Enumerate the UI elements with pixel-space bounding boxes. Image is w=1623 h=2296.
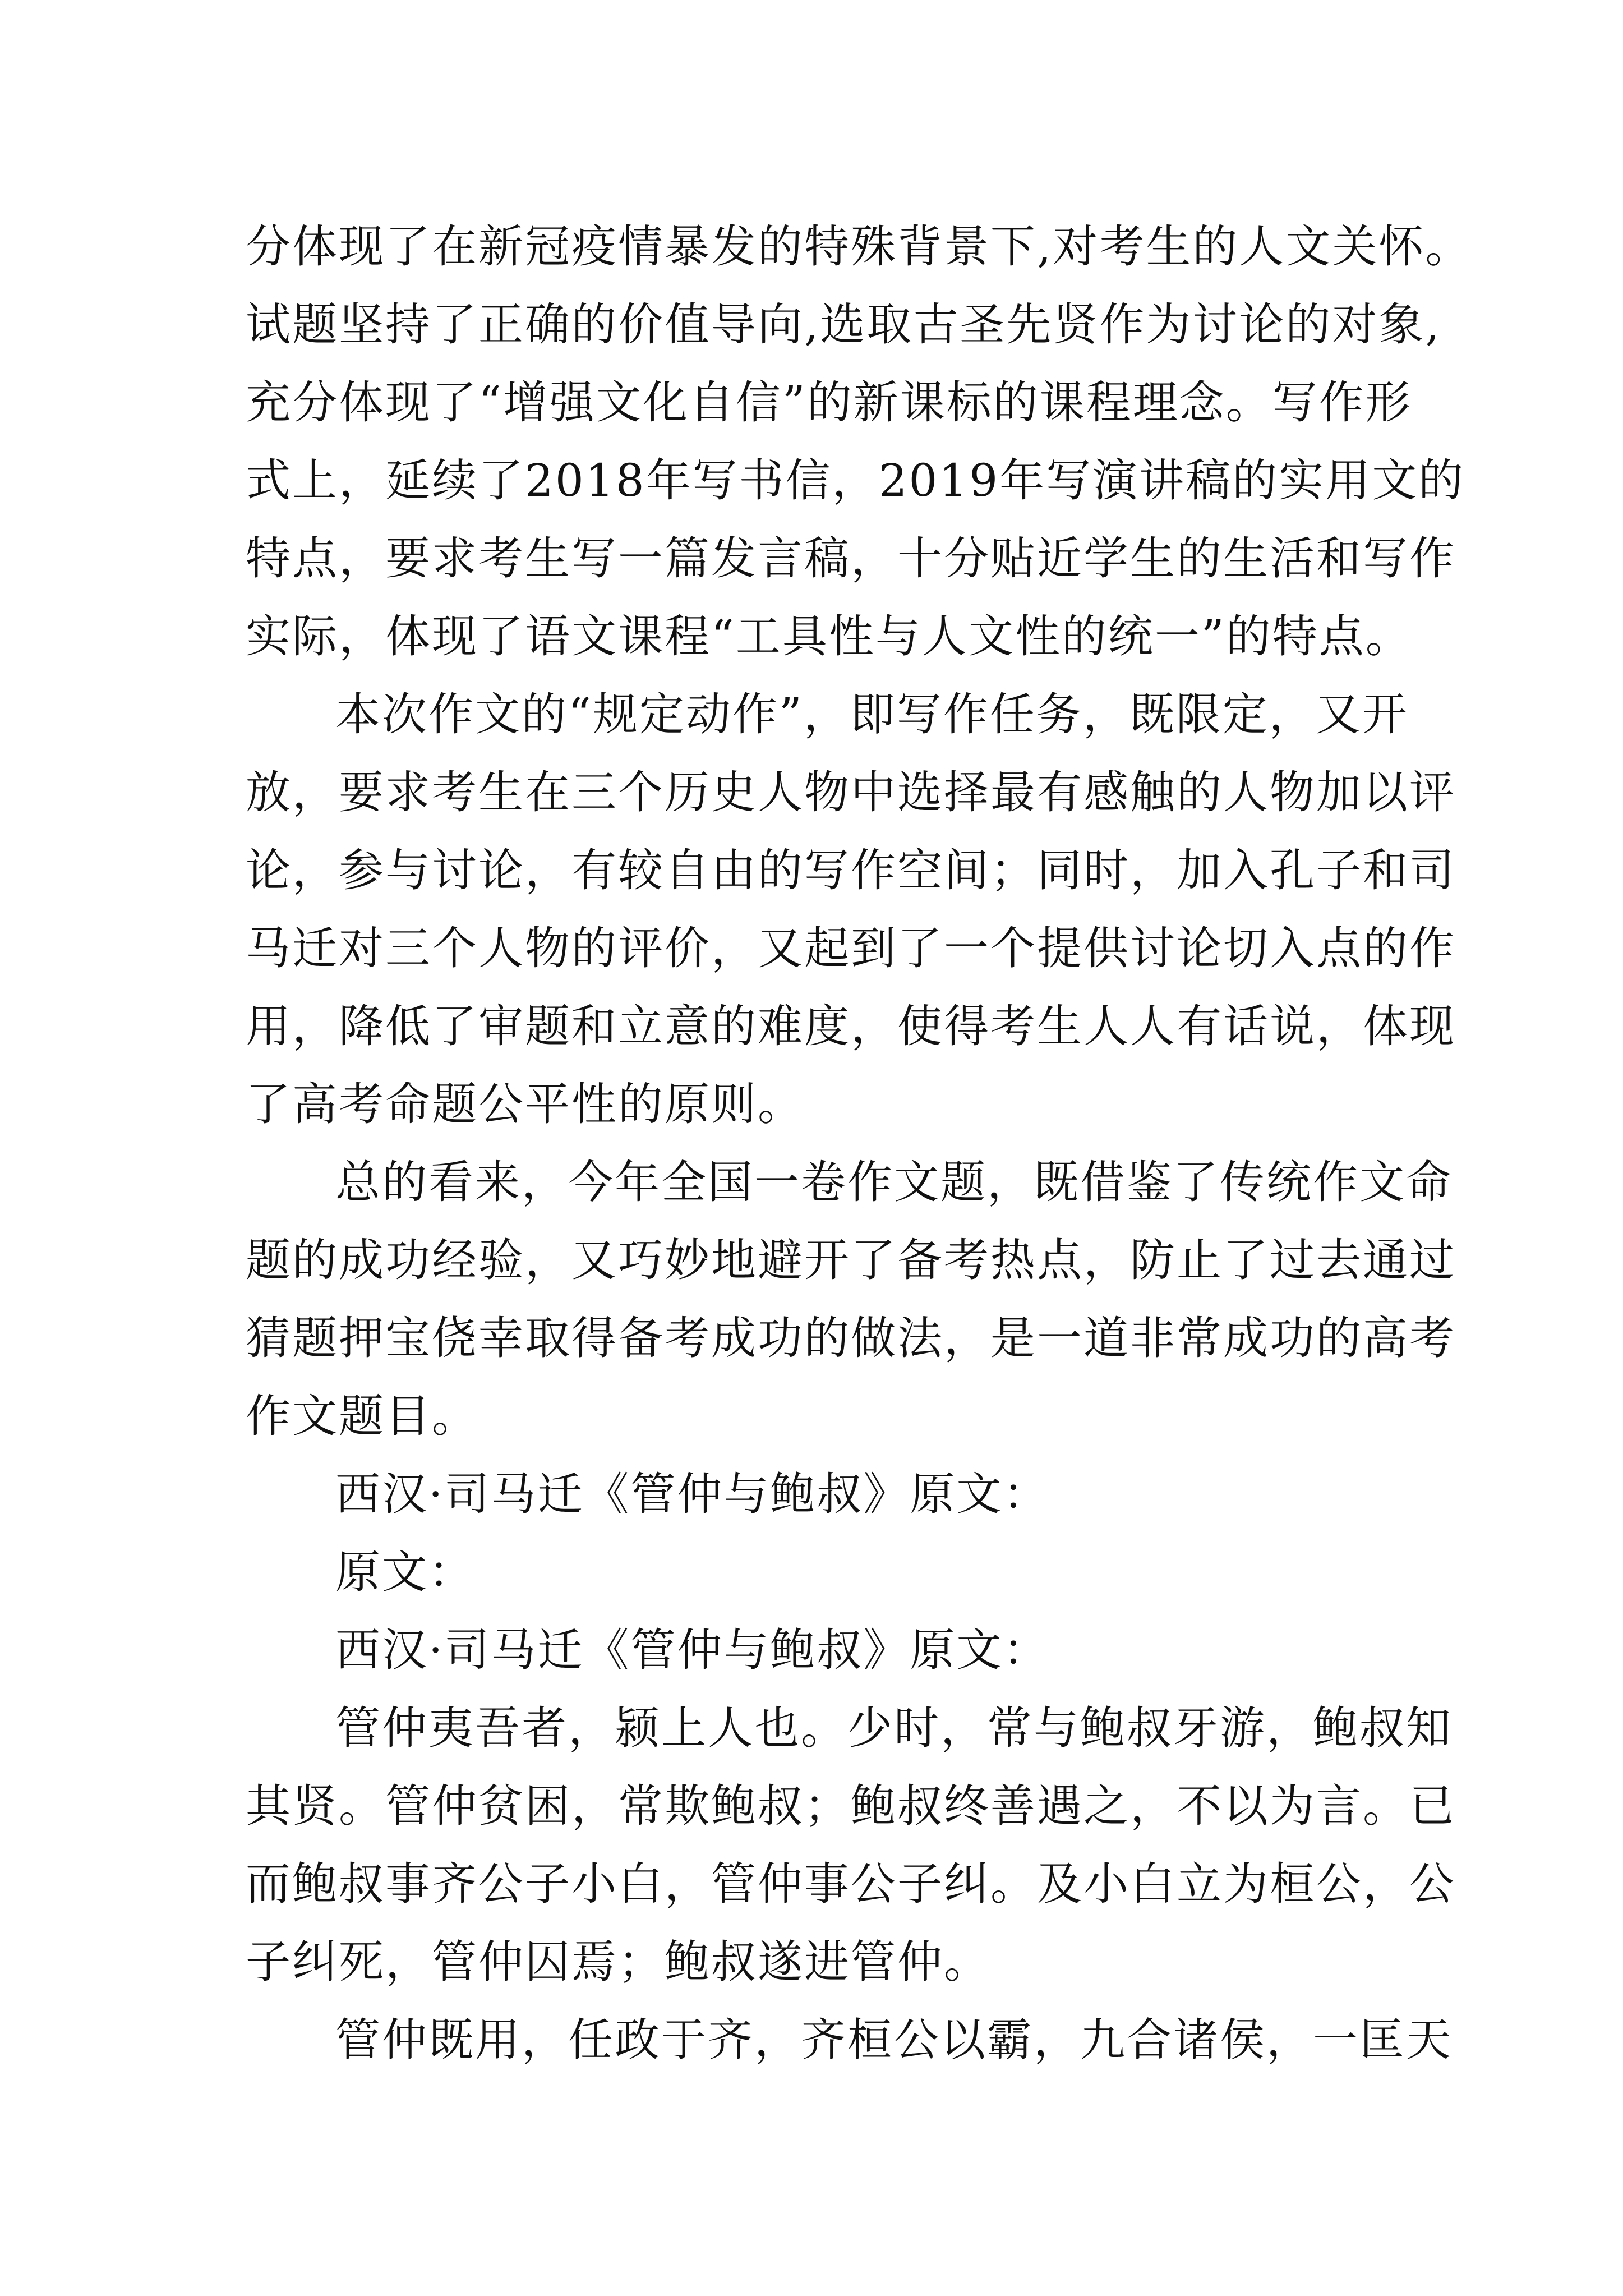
paragraph-start-line: 本次作文的“规定动作”，即写作任务，既限定，又开 (335, 688, 1409, 740)
section-heading-line: 西汉·司马迁《管仲与鲍叔》原文： (335, 1624, 1050, 1676)
paragraph-start-line: 管仲既用，任政于齐，齐桓公以霸，九合诸侯，一匡天 (335, 2014, 1453, 2066)
text-line: 其贤。管仲贫困，常欺鲍叔；鲍叔终善遇之，不以为言。已 (246, 1780, 1456, 1832)
text-line: 论，参与讨论，有较自由的写作空间；同时，加入孔子和司 (246, 844, 1456, 896)
text-line: 特点，要求考生写一篇发言稿，十分贴近学生的生活和写作 (246, 532, 1456, 585)
paragraph-start-line: 管仲夷吾者，颍上人也。少时，常与鲍叔牙游，鲍叔知 (335, 1702, 1453, 1754)
text-line: 作文题目。 (246, 1390, 478, 1442)
document-body (246, 208, 1472, 2079)
text-line: 分体现了在新冠疫情暴发的特殊背景下,对考生的人文关怀。 (246, 220, 1472, 273)
text-line: 而鲍叔事齐公子小白，管仲事公子纠。及小白立为桓公，公 (246, 1858, 1456, 1910)
text-line: 马迁对三个人物的评价，又起到了一个提供讨论切入点的作 (246, 922, 1456, 974)
text-line: 充分体现了“增强文化自信”的新课标的课程理念。写作形 (246, 376, 1412, 429)
text-line: 试题坚持了正确的价值导向,选取古圣先贤作为讨论的对象, (246, 298, 1441, 351)
text-line: 子纠死，管仲囚焉；鲍叔遂进管仲。 (246, 1936, 990, 1988)
text-line: 猜题押宝侥幸取得备考成功的做法，是一道非常成功的高考 (246, 1312, 1456, 1364)
text-line: 实际，体现了语文课程“工具性与人文性的统一”的特点。 (246, 610, 1412, 662)
paragraph-start-line: 总的看来，今年全国一卷作文题，既借鉴了传统作文命 (335, 1156, 1453, 1208)
section-heading-line: 原文： (335, 1546, 475, 1598)
text-line: 式上，延续了2018年写书信，2019年写演讲稿的实用文的 (246, 454, 1465, 507)
text-line: 用，降低了审题和立意的难度，使得考生人人有话说，体现 (246, 1000, 1456, 1052)
text-line: 了高考命题公平性的原则。 (246, 1078, 804, 1130)
section-heading-line: 西汉·司马迁《管仲与鲍叔》原文： (335, 1468, 1050, 1520)
text-line: 题的成功经验，又巧妙地避开了备考热点，防止了过去通过 (246, 1234, 1456, 1286)
text-line: 放，要求考生在三个历史人物中选择最有感触的人物加以评 (246, 766, 1456, 818)
